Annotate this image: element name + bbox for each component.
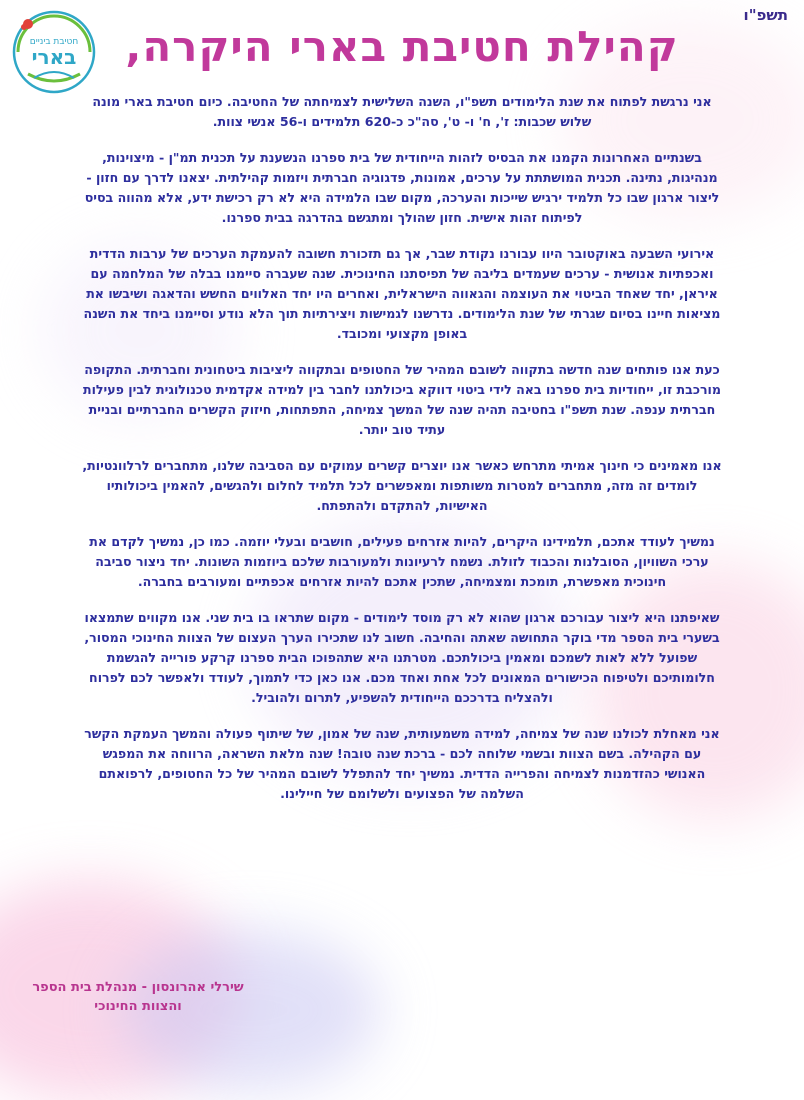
letter-paragraph: כעת אנו פותחים שנה חדשה בתקווה לשובם המהיר של החטופים ובתקווה ליציבות ביטחונית וחברתית. התקופה מורכבת זו, ייחודיות בית ספרנו באה לידי ביטוי דווקא ביכולתנו לחבר בין למידה אקדמית טכנולוגית לבין פעילות חברתית ענפה. שנת תשפ"ו בחטיבה תהיה שנה של המשך צמיחה, התפתחות, חיזוק הקשרים החברתיים ובניית עתיד טוב יותר. xyxy=(83,362,721,437)
svg-text:חטיבת ביניים: חטיבת ביניים xyxy=(29,37,79,47)
letter-paragraph: אני מאחלת לכולנו שנה של צמיחה, למידה משמעותית, שנה של אמון, של שיתוף פעולה והמשך העמקת הקשר עם הקהילה. בשם הצוות ובשמי שלוחה לכם - ברכת שנה טובה! שנה מלאת השראה, הרווחה את המפגש האנושי כהזדמנות לצמיחה והפרייה הדדית. נמשיך יחד להתפלל לשובם המהיר של כל החטופים, לרפואתם השלמה של הפצועים ולשלומם של חיילינו. xyxy=(84,726,720,801)
signature xyxy=(8,978,268,1016)
letter-paragraph: בשנתיים האחרונות הקמנו את הבסיס לזהות הייחודית של בית ספרנו הנשענת על תכנית תמ"ן - מיצוינות, מנהיגות, נתינה. תכנית המושתתת על ערכים, אמונות, פדגוגיה חברתית ויזמות קהילתית. יצאנו לדרך עם חזון - ליצור ארגון שבו כל תלמיד ירגיש שייכות והערכה, מקום שבו הלמידה היא לא רק רכישת ידע, אלא מהווה בסיס לפיתוח זהות אישית. חזון שהולך ומתגשם בהדרגה בבית ספרנו. xyxy=(84,150,720,225)
letter-paragraph: שאיפתנו היא ליצור עבורכם ארגון שהוא לא רק מוסד לימודים - מקום שתראו בו בית שני. אנו מקווים שתמצאו בשערי בית הספר מדי בוקר התחושה שאתה והחיבה. חשוב לנו שתכירו הערך העצום של הצוות החינוכי המסור, שפועל ללא לאות לשמכם ומאמין ביכולתכם. מטרתנו היא שתהפוכו הבית ספרנו קרקע פורייה להגשמת חלומותיכם ולטיפוח הכישורים המאונים לכל אחת ואחד מכם. אנו כאן כדי לתמוך, לעודד ולאפשר לכם לפרוח ולהצליח בדרככם הייחודית להשפיע, לתרום ולהוביל. xyxy=(84,610,720,705)
letter-paragraph: נמשיך לעודד אתכם, תלמידינו היקרים, להיות אזרחים פעילים, חושבים ובעלי יוזמה. כמו כן, נמשיך לקדם את ערכי השוויון, הסובלנות והכבוד לזולת. נשמח לרעיונות ולמעורבות שלכם ביוזמות השונות. יחד ניצור סביבה חינוכית מאפשרת, תומכת ומצמיחה, שתכין אתכם להיות אזרחים אכפתיים ומעורבים בחברה. xyxy=(89,534,715,589)
letter-body xyxy=(80,92,724,954)
signature-team: והצוות החינוכי xyxy=(94,999,182,1014)
school-year-label: תשפ"ו xyxy=(743,6,788,24)
letter-paragraph: אירועי השבעה באוקטובר היוו עבורנו נקודת שבר, אך גם תזכורת חשובה להעמקת הערכים של ערבות הדדית ואכפתיות אנושית - ערכים שעמדים בליבה של תפיסתנו החינוכית. שנה שעברה סיימנו בבלה של המלחמה עם איראן, יחד שאחד הביטוי את העוצמה והגאווה הישראלית, ואחרים היו יחד האלווים החשש והדאגה ושיבשו את מציאות חיינו בסיום שגרתי של שנת הלימודים. נדרשנו לגמישות ויצירתיות תוך הלא נודע וסיימנו ביחד את השנה באופן מקצועי ומכובד. xyxy=(83,246,721,341)
svg-text:בארי: בארי xyxy=(31,45,77,69)
signature-name: שירלי אהרונסון - מנהלת בית הספר xyxy=(32,980,244,995)
letter-paragraph: אנו מאמינים כי חינוך אמיתי מתרחש כאשר אנו יוצרים קשרים עמוקים עם הסביבה שלנו, מתחברים לרלוונטיות, לומדים זה מזה, מתחברים למטרות משותפות ומאפשרים לכל תלמיד לחלום ולהגשים, להאמין ביכולותיו האישיות, להתקדם ולהתפתח. xyxy=(82,458,722,513)
letter-paragraph: אני נרגשת לפתוח את שנת הלימודים תשפ"ו, השנה השלישית לצמיחתה של החטיבה. כיום חטיבת בארי מונה שלוש שכבות: ז', ח' ו- ט', סה"כ כ-620 תלמידים ו-56 אנשי צוות. xyxy=(92,94,712,129)
page-title: קהילת חטיבת בארי היקרה, xyxy=(125,22,679,71)
